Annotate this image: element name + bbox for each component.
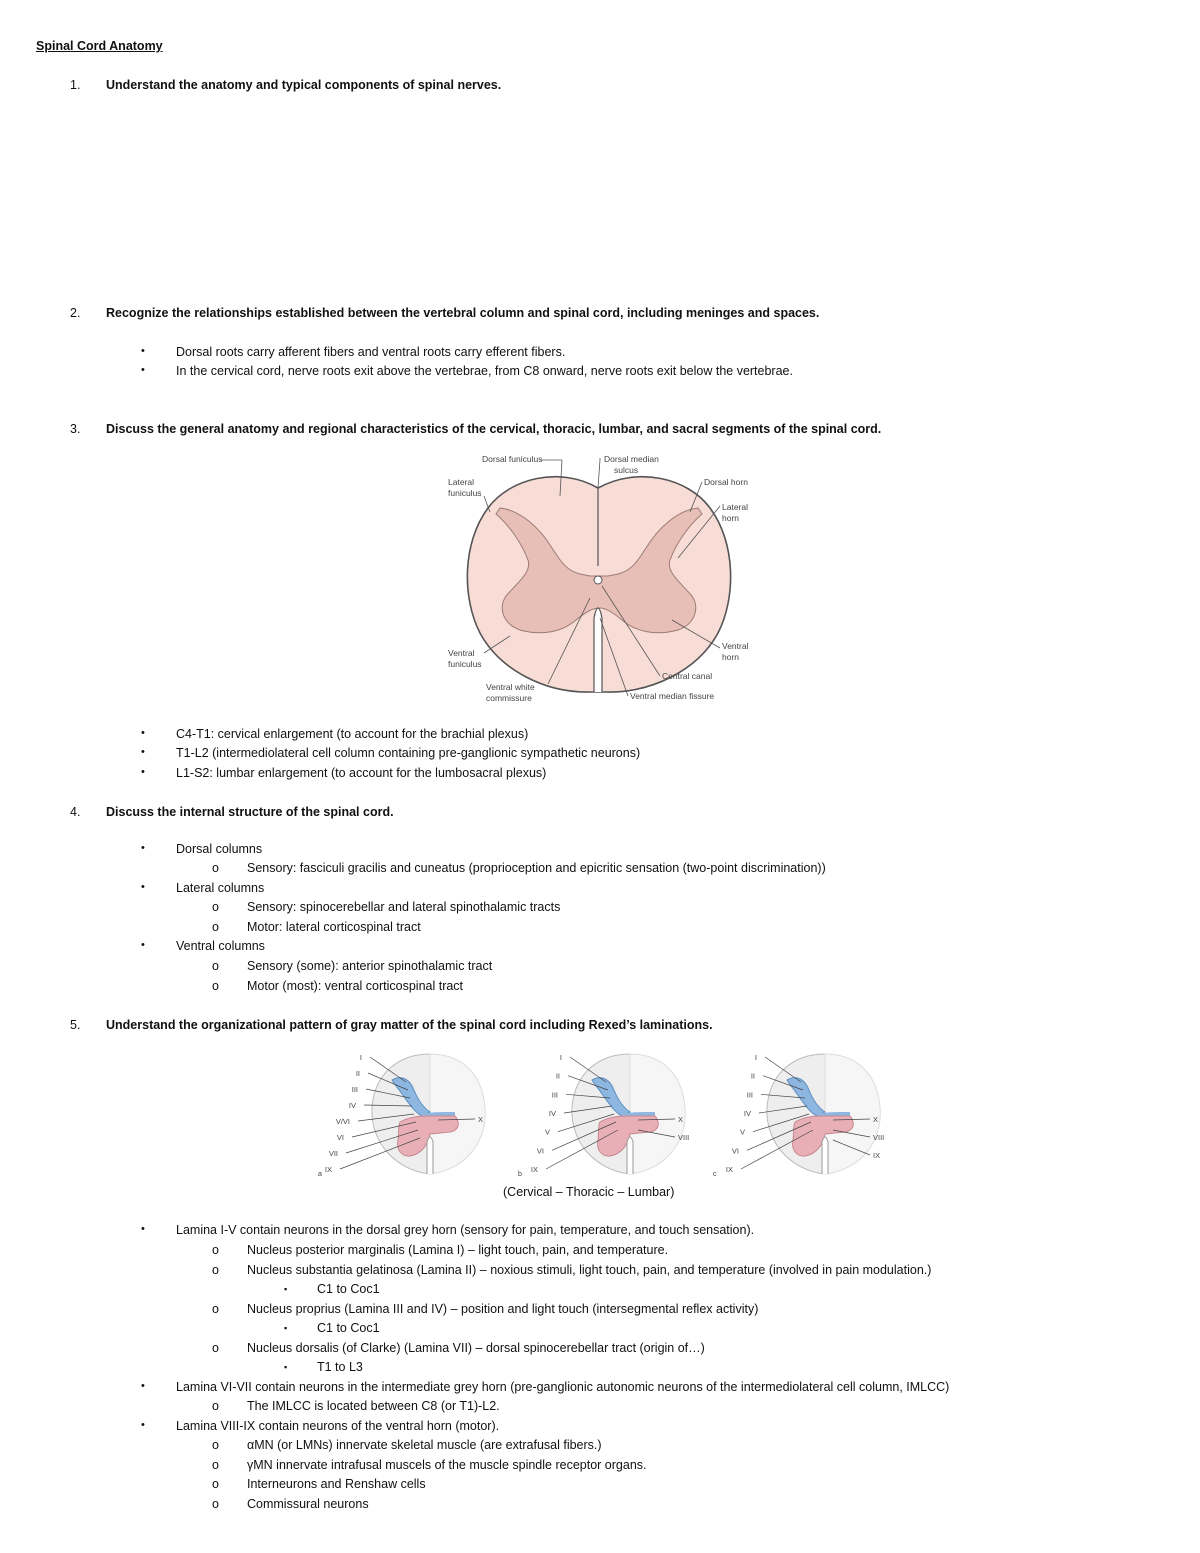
lamina-label: VI [731,1146,739,1156]
list-item: Dorsal roots carry afferent fibers and ventral roots carry efferent fibers. [176,345,566,359]
list-subitem: Commissural neurons [247,1497,369,1511]
label-dorsal-horn: Dorsal horn [704,477,748,487]
lamina-label: III [746,1090,753,1100]
lamina-label: I [754,1053,757,1062]
circle-marker: o [212,1438,219,1452]
bullet-marker: • [141,727,145,739]
list-subsubitem: C1 to Coc1 [317,1321,380,1335]
list-item: Lamina VI-VII contain neurons in the intermediate grey horn (pre-ganglionic autonomic neurons of the intermediolateral cell column, IMLCC) [176,1380,950,1394]
list-item: T1-L2 (intermediolateral cell column containing pre-ganglionic sympathetic neurons) [176,746,641,760]
list-item: In the cervical cord, nerve roots exit above the vertebrae, from C8 onward, nerve roots exit below the vertebrae. [176,364,793,378]
circle-marker: o [212,1243,219,1257]
list-item: L1-S2: lumbar enlargement (to account for the lumbosacral plexus) [176,766,547,780]
objective-2: Recognize the relationships established between the vertebral column and spinal cord, including meninges and spaces. [106,306,820,320]
label-dorsal-median: Dorsal median [604,454,659,464]
label-ventral-white: Ventral white [486,682,535,692]
circle-marker: o [212,861,219,875]
circle-marker: o [212,979,219,993]
bullet-marker: • [141,881,145,893]
bullet-marker: • [141,1223,145,1235]
spinal-cord-cross-section-figure [440,448,760,710]
laminae-caption: (Cervical – Thoracic – Lumbar) [503,1185,675,1199]
list-subitem: Nucleus dorsalis (of Clarke) (Lamina VII) – dorsal spinocerebellar tract (origin of…) [247,1341,705,1355]
circle-marker: o [212,1341,219,1355]
list-item: Ventral columns [176,939,265,953]
list-subsubitem: C1 to Coc1 [317,1282,380,1296]
lamina-label: X [873,1115,879,1124]
lamina-label: IX [873,1151,881,1160]
list-subitem: αMN (or LMNs) innervate skeletal muscle (are extrafusal fibers.) [247,1438,602,1452]
bullet-marker: • [141,1380,145,1392]
objective-1: Understand the anatomy and typical components of spinal nerves. [106,78,502,92]
bullet-marker: • [141,345,145,357]
list-subsubitem: T1 to L3 [317,1360,363,1374]
label-ventral-median-fissure: Ventral median fissure [630,691,715,701]
laminae-panel [318,1053,485,1178]
lamina-label: IX [725,1165,733,1174]
panel-letter: b [518,1171,522,1178]
lamina-label: IV [743,1109,751,1118]
lamina-label: II [750,1071,755,1081]
list-subitem: Nucleus substantia gelatinosa (Lamina II) – noxious stimuli, light touch, pain, and temperature (involved in pain modulation.) [247,1263,932,1277]
laminae-panel [713,1053,884,1178]
label-lateral-horn: Lateral [722,502,748,512]
circle-marker: o [212,1497,219,1511]
list-subitem: Sensory (some): anterior spinothalamic tract [247,959,493,973]
median-fissure [427,1137,433,1174]
square-marker: ▪ [284,1284,288,1294]
bullet-marker: • [141,939,145,951]
list-subitem: Motor: lateral corticospinal tract [247,920,421,934]
lamina-label: IV [548,1109,556,1118]
objective-number: 3. [70,422,81,436]
lamina-label: III [351,1085,358,1094]
lamina-label: II [555,1071,560,1081]
central-canal [594,576,602,584]
list-subitem: Nucleus posterior marginalis (Lamina I) – light touch, pain, and temperature. [247,1243,669,1257]
objective-4: Discuss the internal structure of the spinal cord. [106,805,394,819]
lamina-label: V [544,1127,550,1137]
list-subitem: The IMLCC is located between C8 (or T1)-L2. [247,1399,500,1413]
bullet-marker: • [141,746,145,758]
square-marker: ▪ [284,1362,288,1372]
list-item: Lamina VIII-IX contain neurons of the ventral horn (motor). [176,1419,500,1433]
lamina-label: X [678,1115,684,1124]
lamina-label: I [359,1053,362,1062]
bullet-marker: • [141,364,145,376]
circle-marker: o [212,1302,219,1316]
list-subitem: Motor (most): ventral corticospinal tract [247,979,464,993]
list-subitem: Nucleus proprius (Lamina III and IV) – position and light touch (intersegmental reflex activity) [247,1302,759,1316]
label-lateral-funiculus-2: funiculus [448,488,482,498]
rexed-laminae-figure [310,1052,890,1182]
label-dorsal-funiculus: Dorsal funiculus [482,454,543,464]
laminae-panel [518,1053,689,1178]
circle-marker: o [212,1477,219,1491]
list-subitem: Sensory: spinocerebellar and lateral spinothalamic tracts [247,900,561,914]
list-item: C4-T1: cervical enlargement (to account for the brachial plexus) [176,727,529,741]
circle-marker: o [212,1458,219,1472]
lamina-label: III [551,1090,558,1100]
list-subitem: Interneurons and Renshaw cells [247,1477,426,1491]
bullet-marker: • [141,842,145,854]
label-lateral-horn-2: horn [722,513,740,523]
lamina-label: V [739,1127,745,1137]
label-ventral-funiculus-2: funiculus [448,659,482,669]
list-item: Lateral columns [176,881,265,895]
median-fissure [822,1137,828,1174]
panel-letter: a [318,1171,322,1178]
objective-5: Understand the organizational pattern of gray matter of the spinal cord including Rexed’s laminations. [106,1018,713,1032]
list-subitem: γMN innervate intrafusal muscels of the muscle spindle receptor organs. [247,1458,647,1472]
circle-marker: o [212,920,219,934]
lamina-label: VI [536,1146,544,1156]
lamina-label: VIII [678,1133,690,1142]
lamina-label: VIII [873,1133,885,1142]
lamina-label: IX [530,1165,538,1174]
circle-marker: o [212,1263,219,1277]
lamina-label: II [355,1069,360,1078]
objective-number: 1. [70,78,81,92]
objective-number: 4. [70,805,81,819]
objective-3: Discuss the general anatomy and regional characteristics of the cervical, thoracic, lumbar, and sacral segments of the spinal cord. [106,422,882,436]
label-dorsal-median-2: sulcus [614,465,639,475]
panel-letter: c [713,1171,717,1178]
list-item: Lamina I-V contain neurons in the dorsal grey horn (sensory for pain, temperature, and touch sensation). [176,1223,755,1237]
circle-marker: o [212,959,219,973]
lamina-label: V/VI [335,1117,350,1126]
list-item: Dorsal columns [176,842,263,856]
lamina-label: IX [324,1165,332,1174]
median-fissure [627,1137,633,1174]
label-ventral-horn-2: horn [722,652,740,662]
lamina-label: VI [336,1133,344,1142]
bullet-marker: • [141,1419,145,1431]
circle-marker: o [212,1399,219,1413]
label-ventral-white-2: commissure [486,693,532,703]
page-title: Spinal Cord Anatomy [36,39,163,53]
lamina-label: IV [348,1101,356,1110]
lamina-label: I [559,1053,562,1062]
lamina-label: X [478,1115,484,1124]
label-ventral-horn: Ventral [722,641,749,651]
objective-number: 5. [70,1018,81,1032]
lamina-label: VII [328,1149,338,1158]
bullet-marker: • [141,766,145,778]
label-lateral-funiculus: Lateral [448,477,474,487]
label-ventral-funiculus: Ventral [448,648,475,658]
objective-number: 2. [70,306,81,320]
list-subitem: Sensory: fasciculi gracilis and cuneatus (proprioception and epicritic sensation (two-point discrimination)) [247,861,826,875]
label-central-canal: Central canal [662,671,713,681]
square-marker: ▪ [284,1323,288,1333]
circle-marker: o [212,900,219,914]
